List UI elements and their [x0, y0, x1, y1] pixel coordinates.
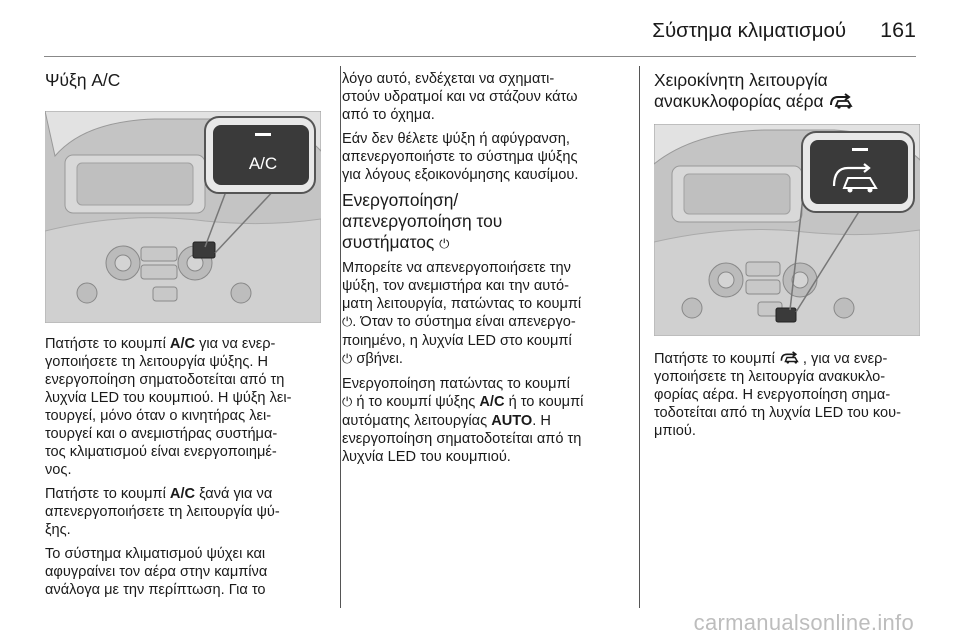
section-heading-system-on-off: Ενεργοποίηση/ απενεργοποίηση του συστήματος ⏻	[342, 190, 503, 252]
climate-panel-illustration-ac	[45, 111, 321, 323]
column-1	[45, 70, 325, 605]
section-heading-ac-cooling: Ψύξη A/C	[45, 70, 121, 90]
header-rule	[44, 56, 916, 57]
page-header	[652, 18, 916, 46]
page-number: 161	[880, 18, 916, 42]
paragraph: Πατήστε το κουμπί , για να ενερ- γοποιήσετε τη λειτουργία ανακυκλο- φορίας αέρα. Η ενεργοποίηση σημα- τοδοτείται από τη λυχνία LED του κου- μπιού.	[654, 351, 901, 439]
paragraph: λόγο αυτό, ενδέχεται να σχηματι- στούν υδρατμοί και να στάζουν κάτω από το όχημα.	[342, 71, 578, 123]
climate-panel-illustration-recirculation	[654, 124, 920, 336]
paragraph: Το σύστημα κλιματισμού ψύχει και αφυγραίνει τον αέρα στην καμπίνα ανάλογα με την περίπτωση. Για το	[45, 546, 268, 598]
column-divider	[340, 66, 341, 608]
paragraph: Εάν δεν θέλετε ψύξη ή αφύγρανση, απενεργοποιήστε το σύστημα ψύξης για λόγους εξοικονόμησης καυσίμου.	[342, 131, 579, 183]
column-3	[654, 70, 922, 446]
recirculation-icon	[779, 351, 803, 364]
ac-button-label: A/C	[248, 154, 278, 173]
paragraph: Πατήστε το κουμπί A/C για να ενερ- γοποιήσετε τη λειτουργία ψύξης. Η ενεργοποίηση σηματοδοτείται από τη λυχνία LED του κουμπιού. Η ψύξη λει- τουργεί, μόνο όταν ο κινητήρας λει- τουργεί και ο ανεμιστήρας συστήμα- τος κλιματισμού είναι ενεργοποιημέ- νος.	[45, 336, 292, 478]
column-divider	[639, 66, 640, 608]
recirculation-icon	[828, 93, 858, 109]
power-icon: ⏻	[342, 315, 353, 330]
power-icon: ⏻	[342, 352, 353, 367]
header-title: Σύστημα κλιματισμού	[652, 19, 847, 42]
power-icon: ⏻	[439, 237, 450, 252]
watermark: carmanualsonline.info	[693, 610, 914, 635]
paragraph: Ενεργοποίηση πατώντας το κουμπί ⏻ ή το κουμπί ψύξης A/C ή το κουμπί αυτόματης λειτουργίας AUTO. Η ενεργοποίηση σηματοδοτείται από τη λυχνία LED του κουμπιού.	[342, 376, 584, 465]
column-2	[342, 70, 624, 472]
paragraph: Πατήστε το κουμπί A/C ξανά για να απενεργοποιήσετε τη λειτουργία ψύ- ξης.	[45, 486, 280, 538]
power-icon: ⏻	[342, 395, 353, 410]
section-heading-air-recirculation: Χειροκίνητη λειτουργία ανακυκλοφορίας αέρα	[654, 70, 922, 112]
paragraph: Μπορείτε να απενεργοποιήσετε την ψύξη, τον ανεμιστήρα και την αυτό- ματη λειτουργία, πατώντας το κουμπί ⏻. Όταν το σύστημα είναι απενεργο- ποιημένο, η λυχνία LED στο κουμπί ⏻ σβήνει.	[342, 260, 582, 367]
